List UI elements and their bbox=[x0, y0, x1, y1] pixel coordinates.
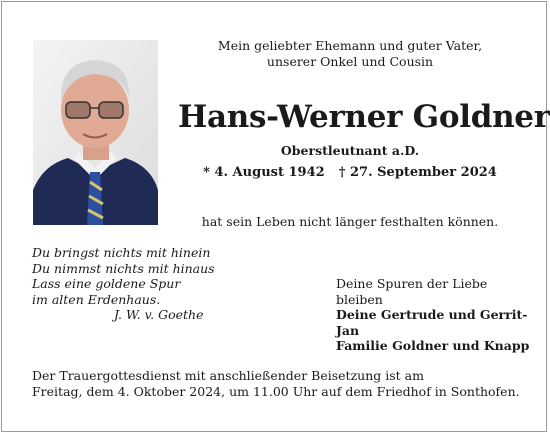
life-dates bbox=[185, 165, 515, 180]
service-line: Freitag, dem 4. Oktober 2024, um 11.00 Uhr auf dem Friedhof in Sonthofen. bbox=[32, 384, 520, 399]
intro-line: Mein geliebter Ehemann und guter Vater, bbox=[217, 38, 483, 53]
poem-line: Lass eine goldene Spur bbox=[32, 276, 181, 291]
closing-sentence: hat sein Leben nicht länger festhalten können. bbox=[201, 214, 499, 229]
portrait-photo bbox=[33, 40, 158, 225]
birth-date: * 4. August 1942 bbox=[203, 165, 325, 180]
poem-author: J. W. v. Goethe bbox=[114, 307, 204, 322]
mourners-line: Familie Goldner und Knapp bbox=[336, 338, 530, 353]
mourners-block bbox=[336, 276, 536, 354]
mourners-intro: Deine Spuren der Liebe bleiben bbox=[336, 276, 488, 307]
mourners-line: Deine Gertrude und Gerrit-Jan bbox=[336, 307, 528, 338]
goethe-poem bbox=[32, 245, 232, 323]
service-info bbox=[32, 368, 532, 400]
intro-line: unserer Onkel und Cousin bbox=[266, 54, 434, 69]
poem-line: Du nimmst nichts mit hinaus bbox=[32, 260, 215, 276]
poem-line: im alten Erdenhaus. bbox=[32, 291, 161, 307]
deceased-name: Hans-Werner Goldner bbox=[178, 99, 550, 135]
deceased-rank: Oberstleutnant a.D. bbox=[280, 143, 420, 158]
intro-text bbox=[185, 38, 515, 70]
portrait-image bbox=[33, 40, 158, 225]
poem-line: Du bringst nichts mit hinein bbox=[32, 245, 211, 260]
death-date: † 27. September 2024 bbox=[338, 165, 497, 180]
service-line: Der Trauergottesdienst mit anschließender Beisetzung ist am bbox=[32, 368, 424, 383]
